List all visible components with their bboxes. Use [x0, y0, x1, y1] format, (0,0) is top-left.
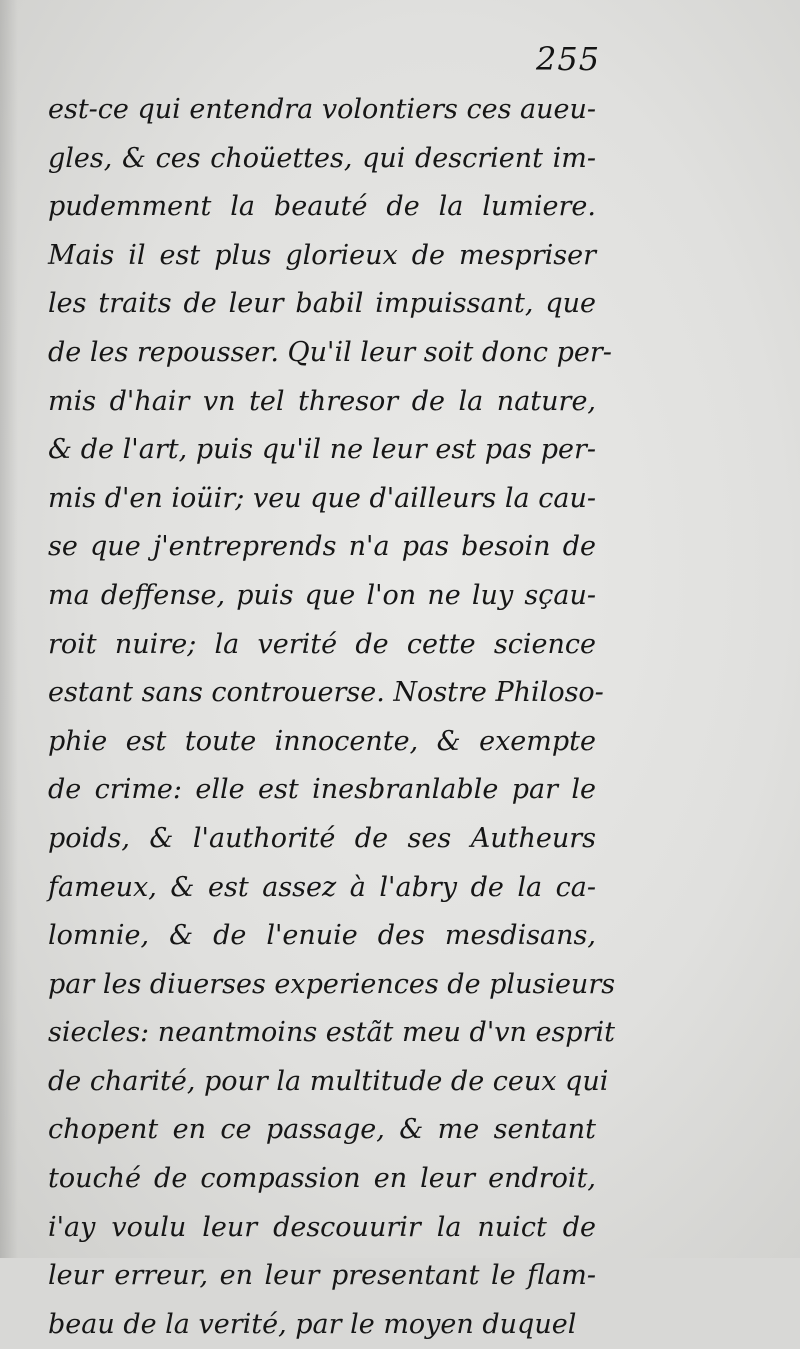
text-line: par les diuerses experiences de plusieurs	[48, 968, 616, 1000]
text-line: de charité, pour la multitude de ceux qui	[48, 1065, 609, 1097]
text-line: Mais il est plus glorieux de mespriser	[48, 239, 596, 271]
text-line: i'ay voulu leur descouurir la nuict de	[48, 1211, 596, 1243]
page-edge-shadow	[0, 0, 18, 1258]
page-number: 255	[536, 40, 601, 78]
text-line: roit nuire; la verité de cette science	[48, 628, 596, 660]
text-line: chopent en ce passage, & me sentant	[48, 1114, 596, 1146]
text-line: les traits de leur babil impuissant, que	[48, 288, 596, 320]
text-line: siecles: neantmoins estãt meu d'vn esprit	[48, 1017, 615, 1049]
text-line: fameux, & est assez à l'abry de la ca-	[48, 871, 596, 903]
text-line: pudemment la beauté de la lumiere.	[48, 191, 596, 223]
text-line: de les repousser. Qu'il leur soit donc per-	[48, 336, 612, 368]
text-line: gles, & ces choüettes, qui descrient im-	[48, 142, 596, 174]
text-line: de crime: elle est inesbranlable par le	[48, 774, 596, 806]
text-line: estant sans controuerse. Nostre Philoso-	[48, 677, 604, 709]
text-line: mis d'hair vn tel thresor de la nature,	[48, 385, 596, 417]
text-line: ma deffense, puis que l'on ne luy sçau-	[48, 579, 596, 611]
text-line: leur erreur, en leur presentant le flam-	[48, 1260, 596, 1292]
text-line: se que j'entreprends n'a pas besoin de	[48, 531, 596, 563]
text-line: beau de la verité, par le moyen duquel	[48, 1308, 577, 1340]
text-line: est-ce qui entendra volontiers ces aueu-	[48, 94, 596, 125]
text-line: poids, & l'authorité de ses Autheurs	[48, 822, 596, 854]
text-line: & de l'art, puis qu'il ne leur est pas per-	[48, 434, 596, 466]
text-line: touché de compassion en leur endroit,	[48, 1163, 596, 1195]
text-line: lomnie, & de l'enuie des mesdisans,	[48, 920, 596, 952]
text-line: mis d'en ioüir; veu que d'ailleurs la cau-	[48, 482, 596, 514]
text-line: phie est toute innocente, & exempte	[48, 725, 596, 757]
body-text	[48, 86, 616, 1349]
